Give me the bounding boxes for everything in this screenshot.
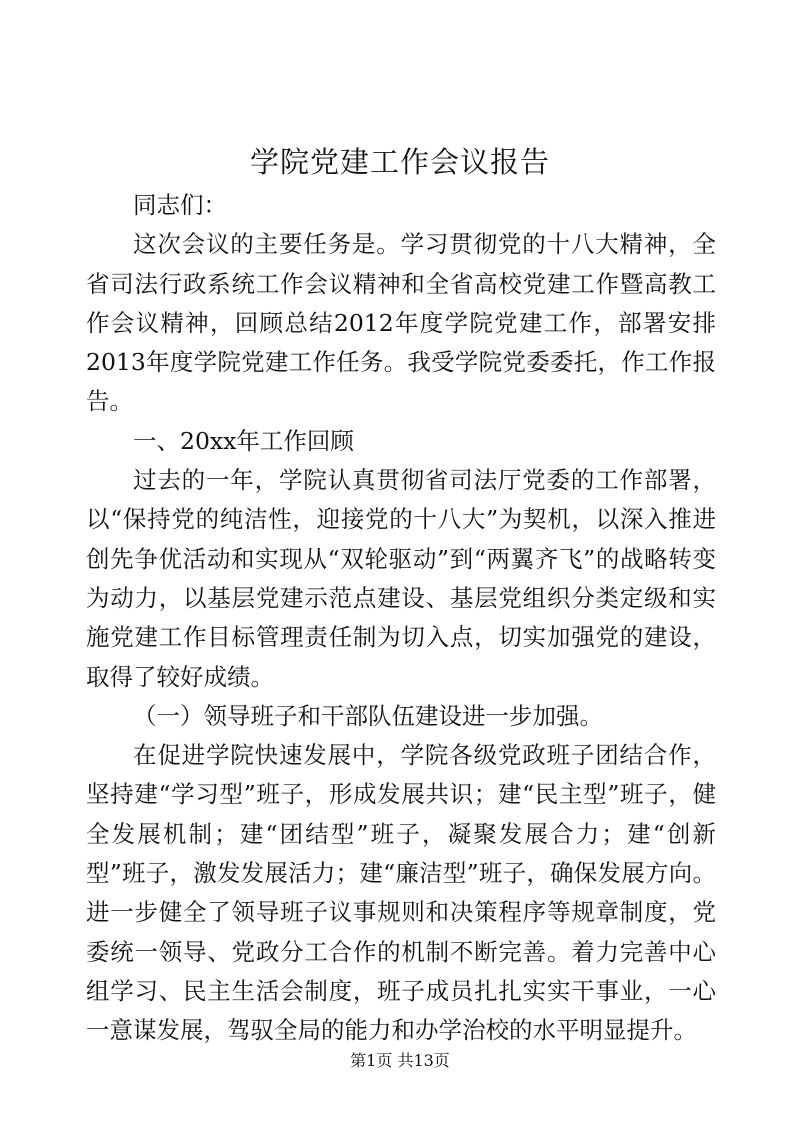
- document-title: 学院党建工作会议报告: [249, 145, 550, 179]
- subsection-heading-leadership: （一）领导班子和干部队伍建设进一步加强。: [133, 701, 603, 730]
- intro-paragraph: 这次会议的主要任务是。学习贯彻党的十八大精神，全省司法行政系统工作会议精神和全省高校党建工作暨高教工作会议精神，回顾总结2012年度学院党建工作，部署安排2013年度学院党建工作任务。我受学院党委委托，作工作报告。: [86, 230, 716, 416]
- review-paragraph: 过去的一年，学院认真贯彻省司法厅党委的工作部署，以“保持党的纯洁性，迎接党的十八大”为契机，以深入推进创先争优活动和实现从“双轮驱动”到“两翼齐飞”的战略转变为动力，以基层党建示范点建设、基层党组织分类定级和实施党建工作目标管理责任制为切入点，切实加强党的建设，取得了较好成绩。: [86, 466, 716, 691]
- leadership-paragraph: 在促进学院快速发展中，学院各级党政班子团结合作，坚持建“学习型”班子，形成发展共识；建“民主型”班子，健全发展机制；建“团结型”班子，凝聚发展合力；建“创新型”班子，激发发展活力；建“廉洁型”班子，确保发展方向。进一步健全了领导班子议事规则和决策程序等规章制度，党委统一领导、党政分工合作的机制不断完善。着力完善中心组学习、民主生活会制度，班子成员扎扎实实干事业，一心一意谋发展，驾驭全局的能力和办学治校的水平明显提升。: [86, 741, 716, 1045]
- page-number-footer: 第1页 共13页: [350, 1051, 450, 1070]
- section-heading-review: 一、20xx年工作回顾: [133, 426, 354, 455]
- salutation-paragraph: 同志们：: [133, 191, 227, 219]
- document-body: [86, 186, 716, 1051]
